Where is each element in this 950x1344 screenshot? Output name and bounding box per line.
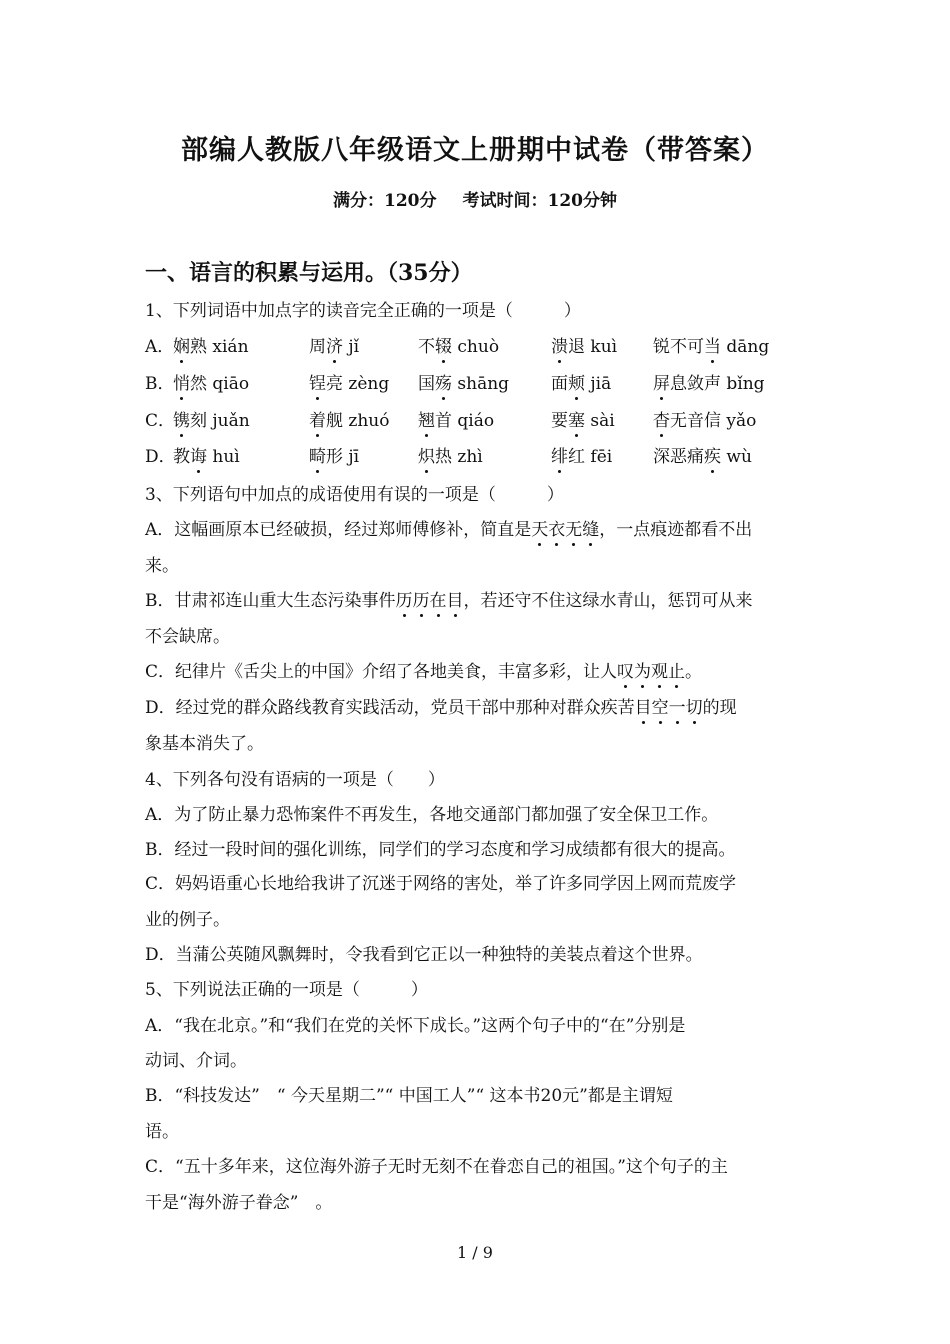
word-item: 国殇 shāng xyxy=(418,369,509,394)
dotted-char: 娴 xyxy=(173,332,190,357)
q4-option-c-cont: 业的例子。 xyxy=(145,910,230,930)
q5-stem: 5、下列说法正确的一项是（ ） xyxy=(145,980,428,1000)
dotted-idiom xyxy=(635,698,703,718)
dotted-char: 目 xyxy=(447,586,464,611)
q3-option-d: D．经过党的群众路线教育实践活动，党员干部中那种对群众疾苦目空一切的现 xyxy=(145,693,737,718)
word-item: 着舰 zhuó xyxy=(309,406,390,431)
dotted-char: 叹 xyxy=(617,657,634,682)
dotted-char: 观 xyxy=(651,657,668,682)
section-heading: 一、语言的积累与运用。（35分） xyxy=(145,260,473,286)
dotted-char: 历 xyxy=(413,586,430,611)
q4-option-b: B．经过一段时间的强化训练，同学们的学习态度和学习成绩都有很大的提高。 xyxy=(145,840,736,860)
dotted-char: 辍 xyxy=(435,332,452,357)
word-item: 杳无音信 yǎo xyxy=(653,406,756,431)
word-item: 锃亮 zèng xyxy=(309,369,389,394)
q3-stem: 3、下列语句中加点的成语使用有误的一项是（ ） xyxy=(145,485,564,505)
dotted-char: 锃 xyxy=(309,369,326,394)
word-item: 悄然 qiāo xyxy=(173,369,249,394)
word-item: 炽热 zhì xyxy=(418,442,483,467)
q3-option-a: A．这幅画原本已经破损，经过郑师傅修补，简直是天衣无缝，一点痕迹都看不出 xyxy=(145,515,752,540)
q5-option-c: C．“五十多年来，这位海外游子无时无刻不在眷恋自己的祖国。”这个句子的主 xyxy=(145,1157,728,1177)
q3-option-a-cont: 来。 xyxy=(145,556,179,576)
dotted-char: 颊 xyxy=(568,369,585,394)
word-item: 锐不可当 dāng xyxy=(653,332,769,357)
word-item: 面颊 jiā xyxy=(551,369,611,394)
dotted-char: 溃 xyxy=(551,332,568,357)
word-item: 教诲 huì xyxy=(173,442,240,467)
dotted-char: 切 xyxy=(686,693,703,718)
dotted-char: 殇 xyxy=(435,369,452,394)
page-title: 部编人教版八年级语文上册期中试卷（带答案） xyxy=(181,135,769,166)
dotted-char: 镌 xyxy=(173,406,190,431)
exam-info xyxy=(0,186,950,211)
page-number: 1 / 9 xyxy=(457,1243,493,1262)
option-label: B． xyxy=(145,374,175,394)
q5-option-b-cont: 语。 xyxy=(145,1122,179,1142)
dotted-char: 悄 xyxy=(173,369,190,394)
q3-option-b: B．甘肃祁连山重大生态污染事件历历在目，若还守不住这绿水青山，惩罚可从来 xyxy=(145,586,753,611)
dotted-char: 无 xyxy=(565,515,582,540)
dotted-char: 屏 xyxy=(653,369,670,394)
dotted-char: 诲 xyxy=(190,442,207,467)
dotted-char: 畸 xyxy=(309,442,326,467)
dotted-char: 止 xyxy=(668,657,685,682)
q3-option-d-cont: 象基本消失了。 xyxy=(145,734,264,754)
q5-option-a: A．“我在北京。”和“我们在党的关怀下成长。”这两个句子中的“在”分别是 xyxy=(145,1016,686,1036)
word-item: 绯红 fēi xyxy=(551,442,612,467)
dotted-char: 翘 xyxy=(418,406,435,431)
word-item: 要塞 sài xyxy=(551,406,615,431)
q4-option-d: D．当蒲公英随风飘舞时，令我看到它正以一种独特的美装点着这个世界。 xyxy=(145,945,703,965)
option-label: A． xyxy=(145,337,175,357)
dotted-char: 在 xyxy=(430,586,447,611)
word-item: 深恶痛疾 wù xyxy=(653,442,752,467)
dotted-char: 历 xyxy=(396,586,413,611)
dotted-char: 塞 xyxy=(568,406,585,431)
q5-option-b: B．“科技发达” “ 今天星期二”“ 中国工人”“ 这本书20元”都是主谓短 xyxy=(145,1086,673,1106)
dotted-char: 空 xyxy=(652,693,669,718)
dotted-char: 衣 xyxy=(548,515,565,540)
q5-option-c-cont: 干是“海外游子眷念” 。 xyxy=(145,1193,333,1213)
dotted-char: 当 xyxy=(704,332,721,357)
word-item: 周济 jǐ xyxy=(309,332,359,357)
q1-stem: 1、下列词语中加点字的读音完全正确的一项是（ ） xyxy=(145,301,581,321)
word-item: 屏息敛声 bǐng xyxy=(653,369,765,394)
word-item: 畸形 jī xyxy=(309,442,359,467)
dotted-char: 天 xyxy=(531,515,548,540)
dotted-idiom xyxy=(396,591,464,611)
exam-time: 考试时间：120分钟 xyxy=(462,191,617,211)
q5-option-a-cont: 动词、介词。 xyxy=(145,1051,247,1071)
word-item: 镌刻 juǎn xyxy=(173,406,250,431)
dotted-char: 炽 xyxy=(418,442,435,467)
full-marks: 满分：120分 xyxy=(333,191,437,211)
dotted-char: 为 xyxy=(634,657,651,682)
q4-stem: 4、下列各句没有语病的一项是（ ） xyxy=(145,770,445,790)
dotted-char: 杳 xyxy=(653,406,670,431)
dotted-char: 着 xyxy=(309,406,326,431)
dotted-idiom xyxy=(531,520,599,540)
dotted-char: 缝 xyxy=(582,515,599,540)
option-label: C． xyxy=(145,411,176,431)
q4-option-c: C．妈妈语重心长地给我讲了沉迷于网络的害处，举了许多同学因上网而荒废学 xyxy=(145,874,737,894)
q4-option-a: A．为了防止暴力恐怖案件不再发生，各地交通部门都加强了安全保卫工作。 xyxy=(145,805,719,825)
dotted-char: 一 xyxy=(669,693,686,718)
word-item: 不辍 chuò xyxy=(418,332,499,357)
dotted-char: 绯 xyxy=(551,442,568,467)
dotted-char: 济 xyxy=(326,332,343,357)
dotted-char: 疾 xyxy=(704,442,721,467)
option-label: D． xyxy=(145,447,176,467)
dotted-idiom xyxy=(617,662,685,682)
q3-option-b-cont: 不会缺席。 xyxy=(145,627,230,647)
word-item: 溃退 kuì xyxy=(551,332,617,357)
word-item: 翘首 qiáo xyxy=(418,406,494,431)
q3-option-c: C．纪律片《舌尖上的中国》介绍了各地美食，丰富多彩，让人叹为观止。 xyxy=(145,657,702,682)
dotted-char: 目 xyxy=(635,693,652,718)
word-item: 娴熟 xián xyxy=(173,332,249,357)
